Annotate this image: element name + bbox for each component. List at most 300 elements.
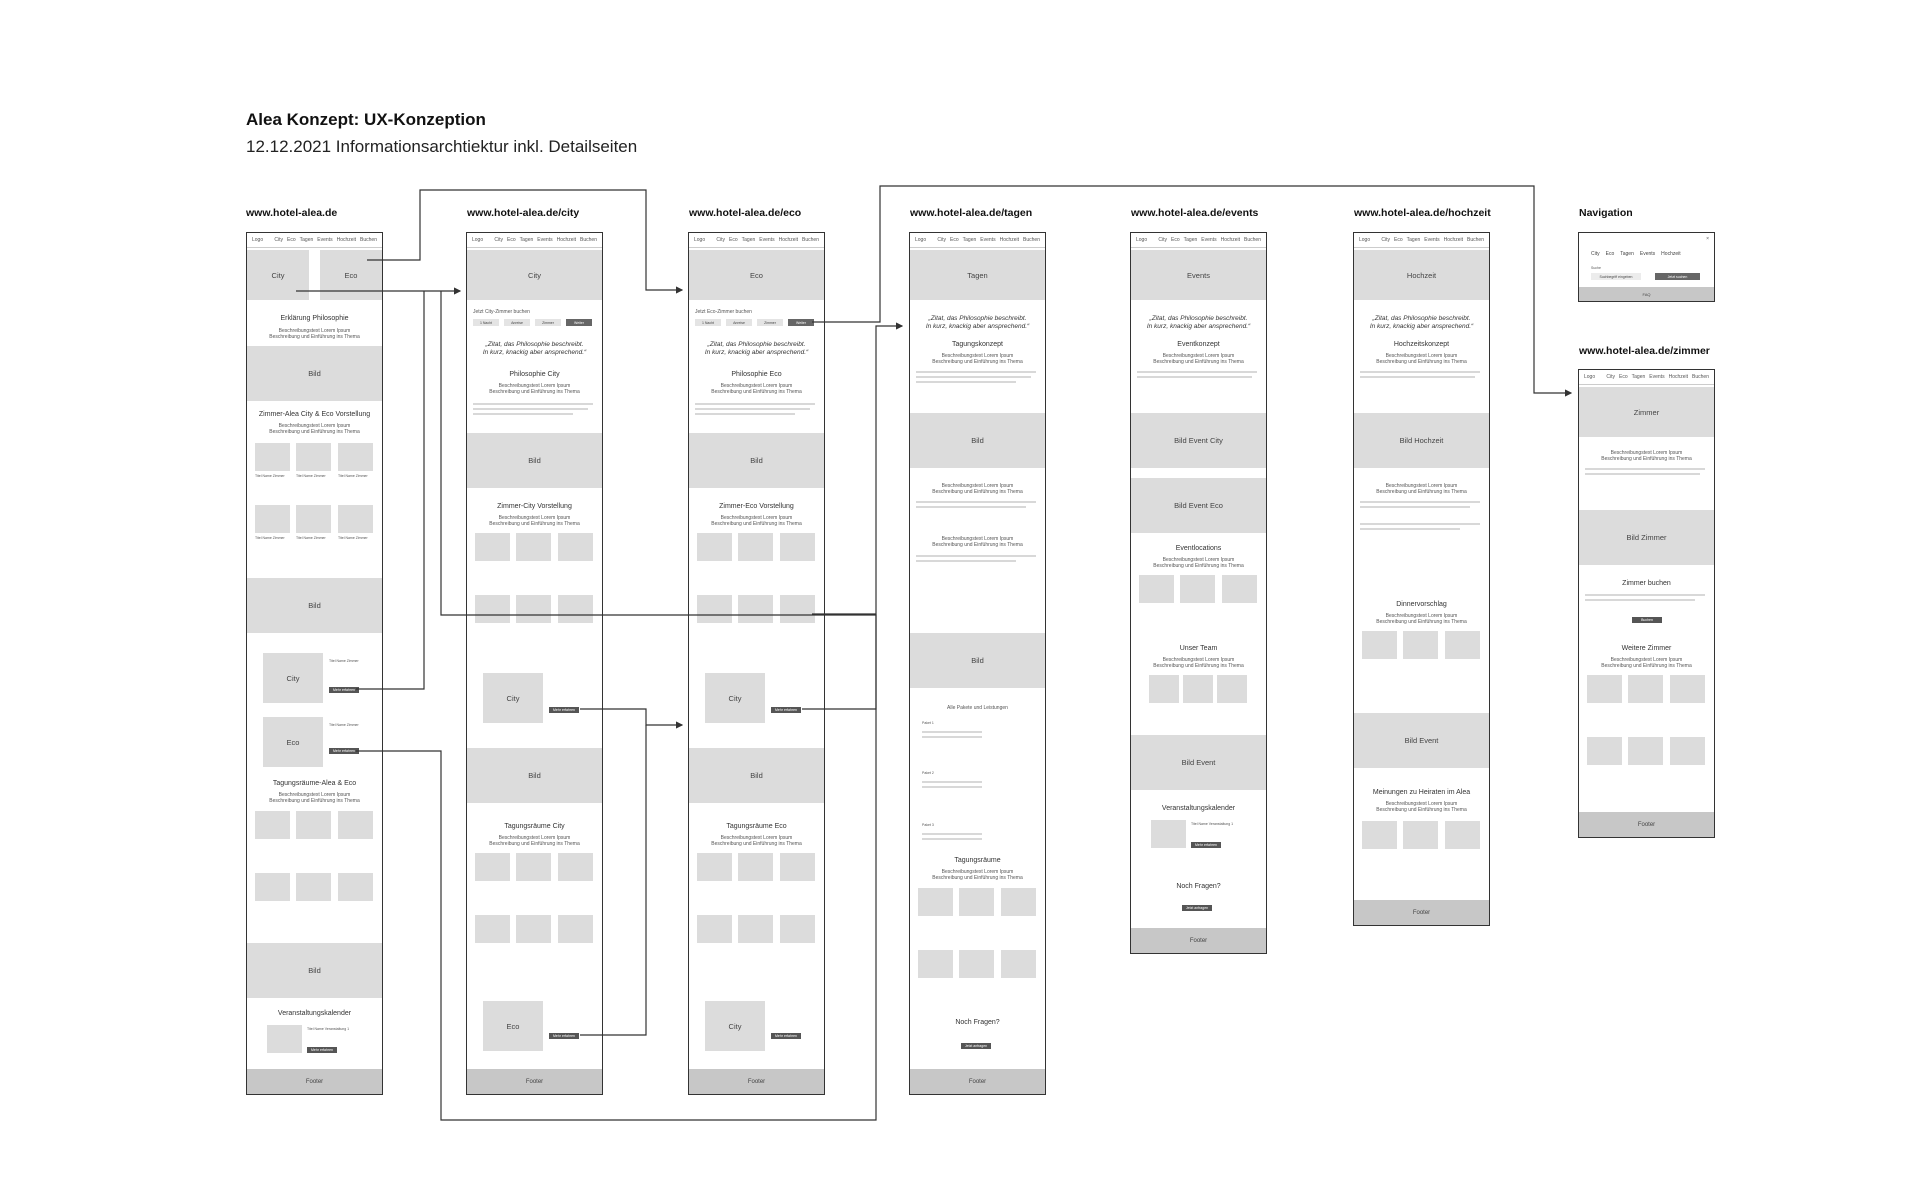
nav-menu-link[interactable]: City — [1591, 251, 1600, 257]
nav-link[interactable]: Hochzeit — [778, 237, 799, 243]
room-card-image[interactable] — [697, 853, 732, 881]
section-title: Dinnervorschlag — [1396, 601, 1447, 608]
section-title: Eventlocations — [1175, 545, 1222, 552]
nav-link[interactable]: Buchen — [1467, 237, 1484, 243]
booking-chip[interactable]: 1 Nacht — [695, 319, 721, 326]
nav-link[interactable]: Events — [1424, 237, 1440, 243]
section-desc: Beschreibungstext Lorem Ipsum — [1385, 801, 1458, 807]
text-line — [473, 413, 573, 415]
section-title: Weitere Zimmer — [1621, 645, 1672, 652]
section-title: Noch Fragen? — [1176, 883, 1221, 890]
section-desc: Beschreibung und Einführung ins Thema — [269, 429, 360, 435]
nav-link[interactable]: Hochzeit — [1220, 237, 1241, 243]
room-card-image[interactable] — [959, 950, 994, 978]
package-label: Paket 3 — [922, 823, 934, 827]
location-card-image[interactable] — [1139, 575, 1174, 603]
nav-logo[interactable]: Logo — [252, 237, 264, 243]
page-subtitle: 12.12.2021 Informationsarchtiektur inkl. Detailseiten — [246, 137, 638, 156]
room-card-image[interactable] — [296, 443, 331, 471]
text-line — [1360, 501, 1480, 503]
room-card-image[interactable] — [296, 811, 331, 839]
nav-link[interactable]: City — [1606, 374, 1616, 380]
teaser-title: Titel Name Zimmer — [329, 723, 359, 727]
location-card-image[interactable] — [1180, 575, 1215, 603]
url-tagen: www.hotel-alea.de/tagen — [910, 207, 1033, 219]
room-card-image[interactable] — [516, 595, 551, 623]
nav-link[interactable]: Events — [537, 237, 553, 243]
dinner-card-image[interactable] — [1362, 631, 1397, 659]
image-event: Bild Event — [1131, 735, 1266, 790]
testimonial-image — [1445, 821, 1480, 849]
section-title: Zimmer-Eco Vorstellung — [719, 503, 794, 510]
hero-eco[interactable]: Eco — [320, 250, 382, 300]
footer: Footer — [910, 1069, 1045, 1094]
nav-link[interactable]: Tagen — [1406, 237, 1421, 243]
booking-chip[interactable]: Zimmer — [535, 319, 561, 326]
contact-button[interactable]: Jetzt anfragen — [1182, 905, 1212, 911]
room-card-image[interactable] — [780, 915, 815, 943]
image-placeholder: Bild — [689, 748, 824, 803]
section-title: Philosophie Eco — [731, 371, 782, 378]
section-desc: Beschreibungstext Lorem Ipsum — [498, 835, 571, 841]
text-line — [1360, 376, 1475, 378]
url-zimmer: www.hotel-alea.de/zimmer — [1579, 345, 1710, 357]
quote-line: In kurz, knackig aber ansprechend.“ — [704, 349, 809, 356]
section-title: Veranstaltungskalender — [1161, 805, 1236, 812]
quote-line: In kurz, knackig aber ansprechend.“ — [925, 323, 1030, 330]
section-title: Tagungskonzept — [952, 341, 1003, 348]
section-desc: Beschreibungstext Lorem Ipsum — [720, 515, 793, 521]
section-desc: Beschreibung und Einführung ins Thema — [1601, 663, 1692, 669]
image-zimmer: Bild Zimmer — [1579, 510, 1714, 565]
text-line — [916, 371, 1036, 373]
section-title: Tagungsräume Eco — [726, 823, 787, 830]
room-card-image[interactable] — [475, 595, 510, 623]
room-card-image[interactable] — [918, 950, 953, 978]
nav-link[interactable]: Buchen — [1692, 374, 1709, 380]
quote-line: „Zitat, das Philosophie beschreibt. — [485, 341, 584, 348]
room-card-image[interactable] — [558, 533, 593, 561]
room-card-image[interactable] — [1670, 675, 1705, 703]
room-card-image[interactable] — [738, 595, 773, 623]
section-desc: Beschreibungstext Lorem Ipsum — [498, 515, 571, 521]
url-events: www.hotel-alea.de/events — [1131, 207, 1259, 219]
nav-link[interactable]: City — [274, 237, 284, 243]
text-line — [922, 838, 982, 840]
room-card-image[interactable] — [338, 811, 373, 839]
nav-menu-link[interactable]: Hochzeit — [1661, 251, 1681, 257]
room-card-image[interactable] — [780, 533, 815, 561]
section-desc: Beschreibung und Einführung ins Thema — [932, 875, 1023, 881]
nav-bar — [1354, 233, 1489, 248]
section-desc: Beschreibungstext Lorem Ipsum — [1385, 613, 1458, 619]
booking-next-button[interactable]: Weiter — [566, 319, 592, 326]
nav-link[interactable]: City — [937, 237, 947, 243]
room-card-image[interactable] — [780, 595, 815, 623]
nav-link[interactable]: Hochzeit — [999, 237, 1020, 243]
image-placeholder: Bild — [247, 578, 382, 633]
booking-title: Jetzt Eco-Zimmer buchen — [695, 309, 752, 315]
quote-line: In kurz, knackig aber ansprechend.“ — [1146, 323, 1251, 330]
search-label: Suche — [1591, 266, 1601, 270]
section-desc: Beschreibung und Einführung ins Thema — [1376, 359, 1467, 365]
text-line — [1360, 506, 1470, 508]
text-line — [922, 786, 982, 788]
room-card-image[interactable] — [475, 915, 510, 943]
search-button[interactable]: Jetzt suchen — [1655, 273, 1700, 280]
text-line — [1360, 371, 1480, 373]
nav-link[interactable]: City — [716, 237, 726, 243]
event-image[interactable] — [267, 1025, 302, 1053]
nav-link[interactable]: Events — [759, 237, 775, 243]
image-placeholder: Bild — [689, 433, 824, 488]
text-line — [1360, 528, 1460, 530]
room-card-image[interactable] — [1001, 950, 1036, 978]
section-desc: Beschreibungstext Lorem Ipsum — [1385, 483, 1458, 489]
room-card-image[interactable] — [1587, 737, 1622, 765]
section-title: Eventkonzept — [1177, 341, 1220, 348]
room-card-image[interactable] — [255, 443, 290, 471]
section-desc: Beschreibungstext Lorem Ipsum — [941, 536, 1014, 542]
nav-logo[interactable]: Logo — [1359, 237, 1371, 243]
nav-menu-link[interactable]: Events — [1639, 251, 1656, 257]
nav-link[interactable]: City — [494, 237, 504, 243]
room-card-image[interactable] — [959, 888, 994, 916]
room-card-image[interactable] — [1001, 888, 1036, 916]
section-desc: Beschreibung und Einführung ins Thema — [269, 334, 360, 340]
team-member-image — [1183, 675, 1213, 703]
nav-link[interactable]: Hochzeit — [1443, 237, 1464, 243]
nav-link[interactable]: Tagen — [741, 237, 756, 243]
nav-link[interactable]: Events — [317, 237, 333, 243]
room-card-image[interactable] — [697, 915, 732, 943]
hero-image: City — [467, 250, 602, 300]
room-card-title: Titel Name Zimmer — [255, 474, 285, 478]
section-title: Erklärung Philosophie — [280, 315, 349, 322]
nav-link[interactable]: Tagen — [299, 237, 314, 243]
room-card-image[interactable] — [697, 533, 732, 561]
booking-next-button[interactable]: Weiter — [788, 319, 814, 326]
room-card-image[interactable] — [780, 853, 815, 881]
room-card-image[interactable] — [697, 595, 732, 623]
image-placeholder: Bild — [910, 633, 1045, 688]
dinner-card-image[interactable] — [1445, 631, 1480, 659]
nav-link[interactable]: Tagen — [962, 237, 977, 243]
section-title: Hochzeitskonzept — [1393, 341, 1450, 348]
package-label: Paket 2 — [922, 771, 934, 775]
booking-chip[interactable]: Zimmer — [757, 319, 783, 326]
room-card-image[interactable] — [738, 915, 773, 943]
room-card-image[interactable] — [1670, 737, 1705, 765]
event-title: Titel Name Veranstaltung 1 — [1191, 822, 1234, 826]
nav-link[interactable]: Events — [980, 237, 996, 243]
quote-line: „Zitat, das Philosophie beschreibt. — [1149, 315, 1248, 322]
room-card-image[interactable] — [516, 853, 551, 881]
nav-bar — [1579, 370, 1714, 385]
hero-city[interactable]: City — [247, 250, 309, 300]
quote-line: In kurz, knackig aber ansprechend.“ — [1369, 323, 1474, 330]
nav-link[interactable]: Events — [1201, 237, 1217, 243]
more-button[interactable]: Mehr erfahren — [549, 707, 579, 713]
room-card-image[interactable] — [558, 853, 593, 881]
nav-link[interactable]: Buchen — [580, 237, 597, 243]
nav-link[interactable]: Hochzeit — [336, 237, 357, 243]
testimonial-image — [1362, 821, 1397, 849]
section-desc: Beschreibungstext Lorem Ipsum — [278, 792, 351, 798]
room-card-title: Titel Name Zimmer — [255, 536, 285, 540]
nav-link[interactable]: Eco — [950, 237, 959, 243]
footer: Footer — [1131, 928, 1266, 953]
section-title: Meinungen zu Heiraten im Alea — [1372, 789, 1471, 796]
nav-footer[interactable]: FAQ — [1579, 287, 1714, 301]
text-line — [1137, 371, 1257, 373]
nav-bar — [910, 233, 1045, 248]
footer: Footer — [1354, 900, 1489, 925]
more-button[interactable]: Mehr erfahren — [1191, 842, 1221, 848]
room-card-image[interactable] — [738, 853, 773, 881]
room-card-image[interactable] — [338, 505, 373, 533]
text-line — [916, 560, 1016, 562]
room-card-image[interactable] — [338, 873, 373, 901]
nav-link[interactable]: Tagen — [1631, 374, 1646, 380]
booking-chip[interactable]: Anreise — [726, 319, 752, 326]
nav-link[interactable]: Eco — [1171, 237, 1180, 243]
section-desc: Beschreibung und Einführung ins Thema — [489, 841, 580, 847]
package-label: Paket 1 — [922, 721, 934, 725]
teaser-city[interactable]: City — [483, 673, 543, 723]
nav-link[interactable]: Buchen — [802, 237, 819, 243]
nav-logo[interactable]: Logo — [1136, 237, 1148, 243]
section-desc: Beschreibung und Einführung ins Thema — [489, 389, 580, 395]
section-desc: Beschreibung und Einführung ins Thema — [711, 521, 802, 527]
nav-link[interactable]: Tagen — [1183, 237, 1198, 243]
footer: Footer — [247, 1069, 382, 1094]
url-navigation: Navigation — [1579, 207, 1633, 219]
nav-link[interactable]: Events — [1649, 374, 1665, 380]
wireframe-tagen — [909, 232, 1046, 1095]
nav-link[interactable]: Eco — [1394, 237, 1403, 243]
event-image[interactable] — [1151, 820, 1186, 848]
room-card-title: Titel Name Zimmer — [338, 474, 368, 478]
more-button[interactable]: Mehr erfahren — [307, 1047, 337, 1053]
room-card-image[interactable] — [475, 533, 510, 561]
testimonial-image — [1403, 821, 1438, 849]
text-line — [695, 403, 815, 405]
nav-link[interactable]: Buchen — [360, 237, 377, 243]
team-member-image — [1149, 675, 1179, 703]
nav-link[interactable]: Hochzeit — [1668, 374, 1689, 380]
text-line — [473, 408, 588, 410]
text-line — [1585, 599, 1695, 601]
section-desc: Beschreibung und Einführung ins Thema — [1153, 663, 1244, 669]
section-title: Zimmer buchen — [1622, 580, 1671, 587]
nav-menu-link[interactable]: Eco — [1605, 251, 1615, 257]
room-card-image[interactable] — [516, 915, 551, 943]
section-title: Philosophie City — [509, 371, 560, 378]
section-title: Noch Fragen? — [955, 1019, 1000, 1026]
image-event-eco: Bild Event Eco — [1131, 478, 1266, 533]
section-desc: Beschreibung und Einführung ins Thema — [1376, 489, 1467, 495]
room-card-image[interactable] — [338, 443, 373, 471]
section-title: Alle Pakete und Leistungen — [947, 705, 1008, 711]
footer: Footer — [467, 1069, 602, 1094]
nav-link[interactable]: Tagen — [519, 237, 534, 243]
nav-link[interactable]: City — [1158, 237, 1168, 243]
section-desc: Beschreibungstext Lorem Ipsum — [941, 869, 1014, 875]
more-button[interactable]: Mehr erfahren — [771, 1033, 801, 1039]
teaser-city[interactable]: City — [705, 1001, 765, 1051]
room-card-image[interactable] — [296, 873, 331, 901]
teaser-eco[interactable]: Eco — [483, 1001, 543, 1051]
close-icon[interactable]: × — [1706, 236, 1709, 242]
text-line — [695, 408, 810, 410]
room-card-image[interactable] — [255, 811, 290, 839]
image-placeholder: Bild — [247, 943, 382, 998]
section-desc: Beschreibungstext Lorem Ipsum — [1162, 657, 1235, 663]
text-line — [473, 403, 593, 405]
section-desc: Beschreibungstext Lorem Ipsum — [941, 353, 1014, 359]
location-card-image[interactable] — [1222, 575, 1257, 603]
image-placeholder: Bild — [247, 346, 382, 401]
contact-button[interactable]: Jetzt anfragen — [961, 1043, 991, 1049]
image-placeholder: Bild — [910, 413, 1045, 468]
nav-link[interactable]: City — [1381, 237, 1391, 243]
section-desc: Beschreibungstext Lorem Ipsum — [720, 383, 793, 389]
text-line — [1585, 473, 1700, 475]
footer: Footer — [1579, 812, 1714, 837]
wireframe-home — [246, 232, 383, 1095]
teaser-eco[interactable]: Eco — [263, 717, 323, 767]
nav-link[interactable]: Hochzeit — [556, 237, 577, 243]
text-line — [1585, 594, 1705, 596]
room-card-image[interactable] — [255, 873, 290, 901]
section-desc: Beschreibung und Einführung ins Thema — [1376, 619, 1467, 625]
section-title: Tagungsräume — [954, 857, 1001, 864]
room-card-image[interactable] — [1628, 675, 1663, 703]
room-card-image[interactable] — [516, 533, 551, 561]
nav-bar — [689, 233, 824, 248]
booking-chip[interactable]: Anreise — [504, 319, 530, 326]
room-card-image[interactable] — [918, 888, 953, 916]
nav-menu-link[interactable]: Tagen — [1620, 251, 1634, 257]
quote-line: „Zitat, das Philosophie beschreibt. — [707, 341, 806, 348]
hero-image: Events — [1131, 250, 1266, 300]
hero-image: Tagen — [910, 250, 1045, 300]
room-card-title: Titel Name Zimmer — [296, 536, 326, 540]
nav-bar — [467, 233, 602, 248]
nav-link[interactable]: Eco — [287, 237, 296, 243]
text-line — [916, 555, 1036, 557]
event-title: Titel Name Veranstaltung 1 — [307, 1027, 350, 1031]
room-card-title: Titel Name Zimmer — [338, 536, 368, 540]
nav-logo[interactable]: Logo — [694, 237, 706, 243]
room-card-image[interactable] — [1587, 675, 1622, 703]
section-desc: Beschreibung und Einführung ins Thema — [711, 841, 802, 847]
room-card-image[interactable] — [255, 505, 290, 533]
section-desc: Beschreibungstext Lorem Ipsum — [1610, 657, 1683, 663]
nav-link[interactable]: Buchen — [1023, 237, 1040, 243]
hero-image: Zimmer — [1579, 387, 1714, 437]
section-desc: Beschreibung und Einführung ins Thema — [1153, 359, 1244, 365]
teaser-city[interactable]: City — [705, 673, 765, 723]
url-eco: www.hotel-alea.de/eco — [689, 207, 802, 219]
teaser-city[interactable]: City — [263, 653, 323, 703]
url-home: www.hotel-alea.de — [246, 207, 338, 219]
room-card-image[interactable] — [296, 505, 331, 533]
text-line — [1585, 468, 1705, 470]
nav-link[interactable]: Eco — [1619, 374, 1628, 380]
booking-chip[interactable]: 1 Nacht — [473, 319, 499, 326]
image-hochzeit: Bild Hochzeit — [1354, 413, 1489, 468]
section-desc: Beschreibungstext Lorem Ipsum — [1162, 557, 1235, 563]
nav-menu — [1591, 251, 1681, 257]
section-title: Unser Team — [1179, 645, 1218, 652]
text-line — [916, 506, 1026, 508]
section-desc: Beschreibungstext Lorem Ipsum — [941, 483, 1014, 489]
more-button[interactable]: Mehr erfahren — [329, 748, 359, 754]
section-desc: Beschreibungstext Lorem Ipsum — [498, 383, 571, 389]
wireframe-eco — [688, 232, 825, 1095]
quote-line: „Zitat, das Philosophie beschreibt. — [1372, 315, 1471, 322]
section-desc: Beschreibung und Einführung ins Thema — [932, 359, 1023, 365]
hero-image: Hochzeit — [1354, 250, 1489, 300]
nav-logo[interactable]: Logo — [915, 237, 927, 243]
more-button[interactable]: Mehr erfahren — [549, 1033, 579, 1039]
section-desc: Beschreibung und Einführung ins Thema — [932, 489, 1023, 495]
text-line — [916, 501, 1036, 503]
dinner-card-image[interactable] — [1403, 631, 1438, 659]
text-line — [916, 381, 1016, 383]
wireframe-hochzeit — [1353, 232, 1490, 926]
room-card-image[interactable] — [558, 915, 593, 943]
image-placeholder: Bild — [467, 748, 602, 803]
team-member-image — [1217, 675, 1247, 703]
text-line — [695, 413, 795, 415]
text-line — [922, 731, 982, 733]
section-title: Zimmer-City Vorstellung — [497, 503, 572, 510]
room-card-image[interactable] — [738, 533, 773, 561]
footer: Footer — [689, 1069, 824, 1094]
book-button[interactable]: Buchen — [1632, 617, 1662, 623]
nav-logo[interactable]: Logo — [1584, 374, 1596, 380]
teaser-title: Titel Name Zimmer — [329, 659, 359, 663]
room-card-image[interactable] — [1628, 737, 1663, 765]
url-hochzeit: www.hotel-alea.de/hochzeit — [1354, 207, 1491, 219]
nav-link[interactable]: Eco — [507, 237, 516, 243]
section-title: Zimmer-Alea City & Eco Vorstellung — [258, 411, 371, 418]
wireframe-navigation — [1578, 232, 1715, 302]
image-placeholder: Bild — [467, 433, 602, 488]
section-desc: Beschreibungstext Lorem Ipsum — [278, 328, 351, 334]
more-button[interactable]: Mehr erfahren — [771, 707, 801, 713]
room-card-image[interactable] — [558, 595, 593, 623]
wireframe-city — [466, 232, 603, 1095]
more-button[interactable]: Mehr erfahren — [329, 687, 359, 693]
wireframe-zimmer — [1578, 369, 1715, 838]
nav-logo[interactable]: Logo — [472, 237, 484, 243]
text-line — [1137, 376, 1252, 378]
nav-bar — [247, 233, 382, 248]
section-desc: Beschreibungstext Lorem Ipsum — [720, 835, 793, 841]
search-input[interactable]: Suchbegriff eingeben — [1591, 273, 1641, 280]
section-desc: Beschreibung und Einführung ins Thema — [1153, 563, 1244, 569]
nav-link[interactable]: Eco — [729, 237, 738, 243]
room-card-title: Titel Name Zimmer — [296, 474, 326, 478]
room-card-image[interactable] — [475, 853, 510, 881]
booking-title: Jetzt City-Zimmer buchen — [473, 309, 530, 315]
nav-link[interactable]: Buchen — [1244, 237, 1261, 243]
section-desc: Beschreibung und Einführung ins Thema — [932, 542, 1023, 548]
